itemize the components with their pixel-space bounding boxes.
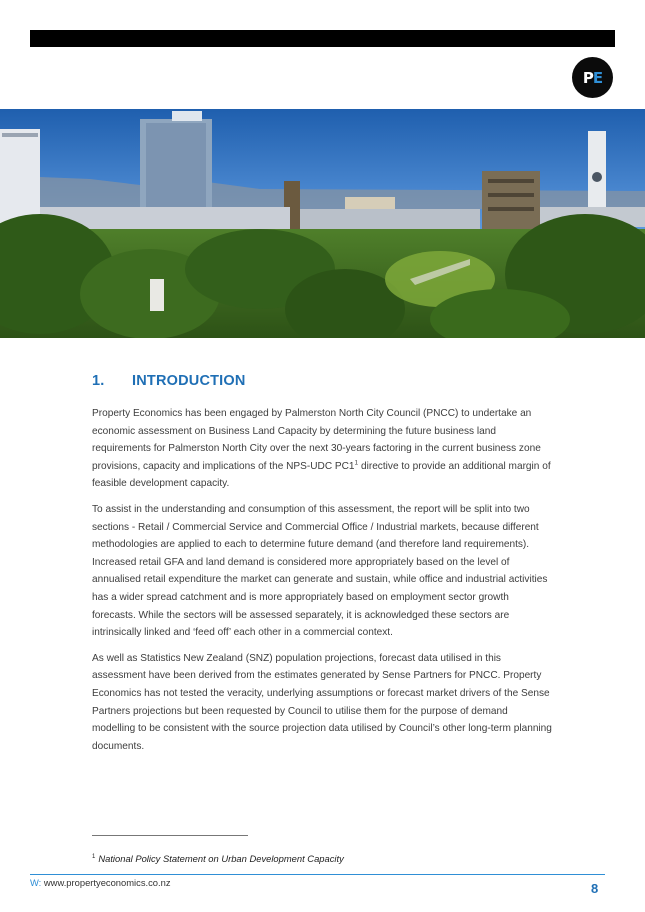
body-text [92, 405, 552, 763]
section-number: 1. [92, 373, 105, 389]
footnote-ref[interactable]: 1 [354, 459, 359, 467]
property-economics-logo [572, 57, 613, 98]
footer-web-label: W: [30, 877, 42, 888]
footer-website [30, 877, 171, 888]
footnote-text: National Policy Statement on Urban Development Capacity [98, 853, 344, 864]
section-heading [92, 373, 246, 389]
footnote-number: 1 [92, 853, 96, 860]
paragraph-2: To assist in the understanding and consumption of this assessment, the report will be split into two sections - Retail / Commercial Service and Commercial Office / Industrial markets, because different methodologies are applied to each to determine future demand (and therefore land requirements). Increased retail GFA and land demand is considered more appropriately based on the level of annualised retail expenditure the market can generate and sustain, while office and industrial activities has a wider spread catchment and is more appropriately based on employment sector growth forecasts. While the sectors will be assessed separately, it is acknowledged these sectors are intrinsically linked and ‘feed off’ each other in a commercial context. [92, 503, 548, 639]
paragraph-3: As well as Statistics New Zealand (SNZ) population projections, forecast data utilised in this assessment have been derived from the estimates generated by Sense Partners for PNCC. Property Economics has not tested the veracity, underlying assumptions or forecast market drivers of the Sense Partners projections but been requested by Council to utilise them for the purpose of demand modelling to be consistent with the source projection data utilised by Council’s other long-term planning documents. [92, 652, 552, 752]
logo-letter-p: P [582, 68, 593, 87]
footer-divider [30, 874, 605, 875]
footnote [92, 853, 344, 864]
header-bar [30, 30, 615, 47]
section-title: INTRODUCTION [132, 373, 246, 389]
logo-letter-e: E [592, 68, 603, 87]
footnote-divider [92, 835, 248, 836]
paragraph-1-text: Property Economics has been engaged by Palmerston North City Council (PNCC) to undertake an economic assessment on Business Land Capacity by determining the future business land requirements for Palmerston North City over the next 30-years factoring in the current business zone provisions, capacity and implications of the NPS-UDC PC1 [92, 408, 541, 472]
city-photo [0, 109, 645, 338]
footer-web-url[interactable]: www.propertyeconomics.co.nz [43, 877, 171, 888]
paragraph-1-text-end: directive to provide an additional margin of feasible development capacity. [92, 460, 551, 490]
paragraph-1 [92, 405, 552, 493]
page-number: 8 [591, 881, 599, 896]
